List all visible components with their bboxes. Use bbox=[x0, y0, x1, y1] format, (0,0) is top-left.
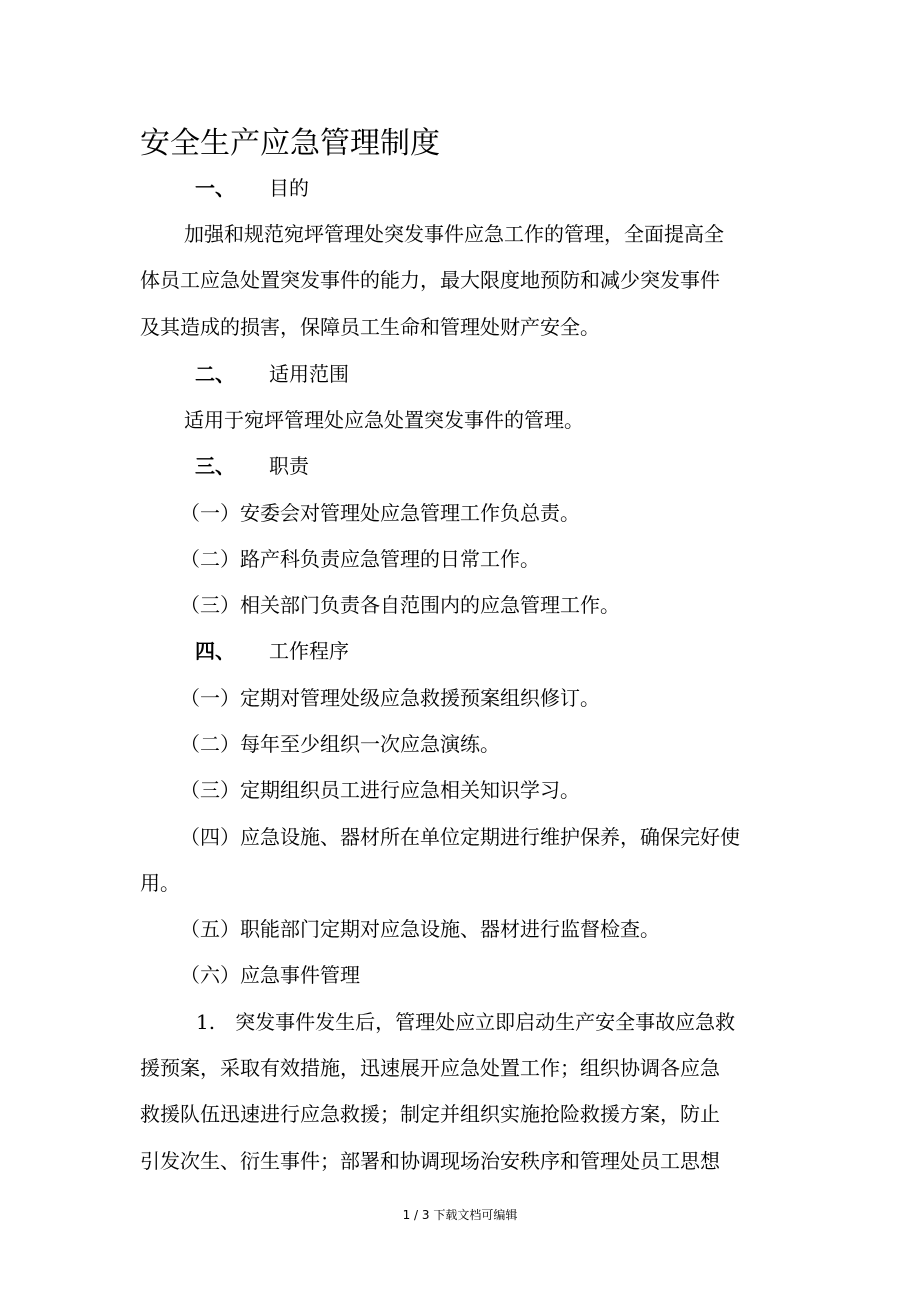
document-title: 安全生产应急管理制度 bbox=[140, 126, 440, 161]
section-heading-4 bbox=[195, 637, 349, 665]
page-footer: 1 / 3 下载文档可编辑 bbox=[402, 1208, 518, 1222]
list-item: （六）应急事件管理 bbox=[180, 963, 360, 987]
list-item: （一）安委会对管理处应急管理工作负总责。 bbox=[180, 501, 580, 525]
list-item: （五）职能部门定期对应急设施、器材进行监督检查。 bbox=[180, 917, 660, 941]
section-heading-text: 目的 bbox=[269, 176, 309, 200]
list-item: （三）相关部门负责各自范围内的应急管理工作。 bbox=[180, 593, 620, 617]
list-item: （四）应急设施、器材所在单位定期进行维护保养，确保完好使 bbox=[180, 825, 740, 849]
section-number: 一、 bbox=[195, 176, 235, 200]
paragraph-line: 1. 突发事件发生后，管理处应立即启动生产安全事故应急救 bbox=[196, 1010, 736, 1034]
list-item: （二）路产科负责应急管理的日常工作。 bbox=[180, 547, 540, 571]
section-number: 三、 bbox=[195, 454, 235, 478]
paragraph-line: 适用于宛坪管理处应急处置突发事件的管理。 bbox=[184, 408, 584, 432]
paragraph-line: 及其造成的损害，保障员工生命和管理处财产安全。 bbox=[140, 315, 600, 339]
section-number: 二、 bbox=[195, 362, 235, 386]
paragraph-line: 加强和规范宛坪管理处突发事件应急工作的管理，全面提高全 bbox=[184, 222, 724, 246]
list-item: （三）定期组织员工进行应急相关知识学习。 bbox=[180, 778, 580, 802]
paragraph-line: 体员工应急处置突发事件的能力，最大限度地预防和减少突发事件 bbox=[140, 268, 720, 292]
section-heading-2 bbox=[195, 360, 349, 388]
section-heading-1 bbox=[195, 174, 309, 202]
paragraph-line: 救援队伍迅速进行应急救援；制定并组织实施抢险救援方案，防止 bbox=[140, 1102, 720, 1126]
section-number: 四、 bbox=[195, 639, 235, 663]
section-heading-text: 工作程序 bbox=[269, 639, 349, 663]
paragraph-line: 用。 bbox=[140, 871, 180, 895]
section-heading-text: 职责 bbox=[269, 454, 309, 478]
list-item: （一）定期对管理处级应急救援预案组织修订。 bbox=[180, 686, 600, 710]
section-heading-3 bbox=[195, 452, 309, 480]
paragraph-line: 援预案，采取有效措施，迅速展开应急处置工作；组织协调各应急 bbox=[140, 1056, 720, 1080]
list-item: （二）每年至少组织一次应急演练。 bbox=[180, 732, 500, 756]
section-heading-text: 适用范围 bbox=[269, 362, 349, 386]
paragraph-line: 引发次生、衍生事件；部署和协调现场治安秩序和管理处员工思想 bbox=[140, 1149, 720, 1173]
